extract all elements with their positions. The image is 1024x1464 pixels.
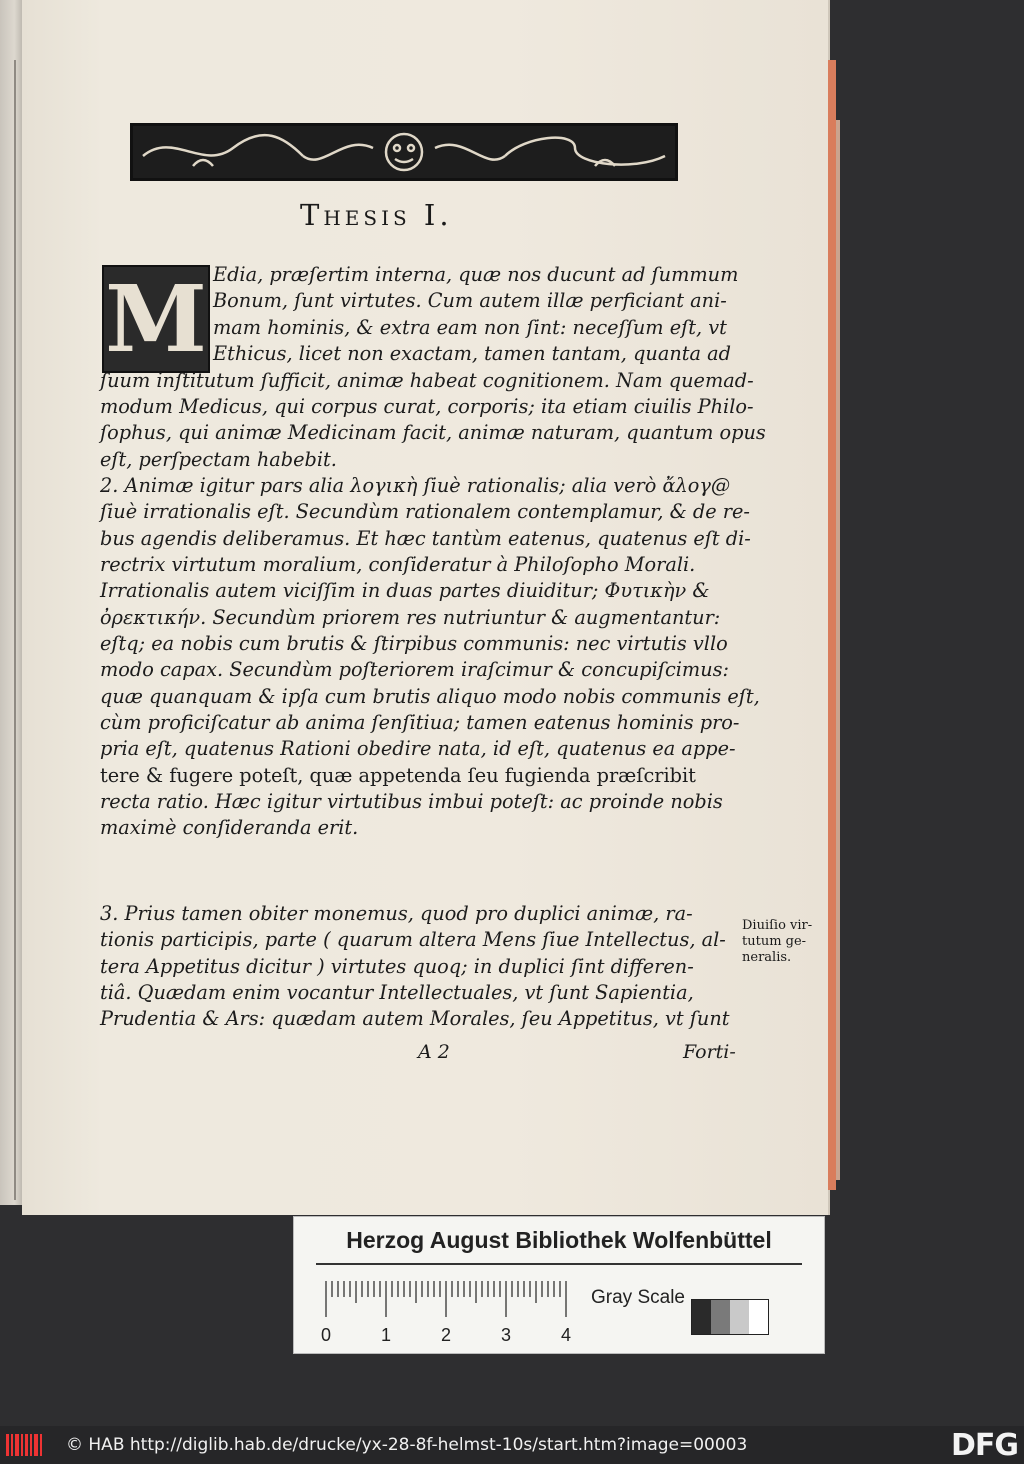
text-line: tera Appetitus dicitur ) virtutes quoq; in duplici ſint differen- (100, 955, 694, 978)
footer-bar (0, 1426, 1024, 1464)
scale-number: 0 (320, 1325, 332, 1345)
gray-swatch (730, 1300, 749, 1334)
text-line: 2. Animæ igitur pars alia λογικὴ ſiuè rationalis; alia verò ἄλογ@ (100, 474, 731, 497)
text-line: bus agendis deliberamus. Et hæc tantùm eatenus, quatenus eſt di- (100, 527, 751, 550)
text-line: recta ratio. Hæc igitur virtutibus imbui poteſt: ac proinde nobis (100, 790, 723, 813)
text-line: quæ quanquam & ipſa cum brutis aliquo modo nobis communis eſt, (100, 685, 760, 708)
scale-number: 2 (440, 1325, 452, 1345)
text-line: ὀρεκτικήν. Secundùm priorem res nutriuntur & augmentantur: (100, 606, 721, 629)
text-line: eſtq; ea nobis cum brutis & ſtirpibus communis: nec virtutis vllo (100, 632, 728, 655)
gray-swatch (711, 1300, 730, 1334)
text-line: pria eſt, quatenus Rationi obedire nata, id eſt, quatenus ea appe- (100, 737, 736, 760)
text-line: ſuum inſtitutum ſufficit, animæ habeat cognitionem. Nam quemad- (100, 369, 754, 392)
text-line: 3. Prius tamen obiter monemus, quod pro duplici animæ, ra- (100, 902, 693, 925)
gray-swatch (692, 1300, 711, 1334)
drop-cap-letter: M (105, 265, 207, 373)
barcode-icon (6, 1434, 46, 1456)
text-line: Bonum, ſunt virtutes. Cum autem illæ perficiant ani- (213, 289, 727, 312)
signature-mark: A 2 (418, 1041, 450, 1063)
text-line: Prudentia & Ars: quædam autem Morales, ſeu Appetitus, vt ſunt (100, 1007, 730, 1030)
page-title: Thesis I. (300, 198, 453, 232)
margin-note-line: Diuiſio vir- (742, 918, 813, 933)
copyright-url[interactable]: © HAB http://diglib.hab.de/drucke/yx-28-8f-helmst-10s/start.htm?image=00003 (66, 1435, 748, 1455)
text-line: modum Medicus, qui corpus curat, corporis; ita etiam ciuilis Philo- (100, 395, 754, 418)
printers-ornament (130, 123, 678, 181)
drop-cap-initial (102, 265, 210, 373)
text-line: Ethicus, licet non exactam, tamen tantam, quanta ad (213, 342, 731, 365)
scale-number: 3 (500, 1325, 512, 1345)
margin-note (742, 918, 837, 966)
text-line: modo capax. Secundùm poſteriorem iraſcimur & concupiſcimus: (100, 658, 730, 681)
color-card (293, 1216, 825, 1354)
text-line: rectrix virtutum moralium, conſideratur à Philoſopho Morali. (100, 553, 696, 576)
text-line: tionis participis, parte ( quarum altera Mens ſiue Intellectus, al- (100, 928, 726, 951)
text-line: tiâ. Quædam enim vocantur Intellectuales, vt ſunt Sapientia, (100, 981, 694, 1004)
text-line: eſt, perſpectam habebit. (100, 448, 337, 471)
text-line: Edia, præſertim interna, quæ nos ducunt ad ſummum (213, 263, 739, 286)
page-edge (828, 60, 836, 1190)
text-line: cùm proficiſcatur ab anima ſenſitiua; tamen eatenus hominis pro- (100, 711, 740, 734)
gray-scale-swatches (691, 1299, 769, 1335)
scale-number: 1 (380, 1325, 392, 1345)
text-line: ſophus, qui animæ Medicinam facit, animæ naturam, quantum opus (100, 421, 766, 444)
catchword: Forti- (683, 1041, 736, 1063)
margin-note-line: tutum ge- (742, 934, 807, 949)
measurement-ruler (320, 1277, 586, 1345)
library-name: Herzog August Bibliothek Wolfenbüttel (346, 1227, 772, 1253)
text-line: mam hominis, & extra eam non ſint: neceſſum eſt, vt (213, 316, 727, 339)
text-line: Irrationalis autem viciſſim in duas partes diuiditur; Φυτικὴν & (100, 579, 710, 602)
previous-page-edge (0, 0, 24, 1205)
text-line: ſiuè irrationalis eſt. Secundùm rationalem contemplamur, & de re- (100, 500, 750, 523)
gray-scale-label: Gray Scale (591, 1287, 685, 1308)
text-line: maximè conſideranda erit. (100, 816, 359, 839)
margin-note-line: neralis. (742, 950, 792, 965)
gray-swatch (749, 1300, 768, 1334)
scale-number: 4 (560, 1325, 572, 1345)
text-line: tere & fugere poteſt, quæ appetenda ſeu fugienda præſcribit (100, 764, 696, 787)
dfg-logo: DFG (950, 1428, 1018, 1463)
